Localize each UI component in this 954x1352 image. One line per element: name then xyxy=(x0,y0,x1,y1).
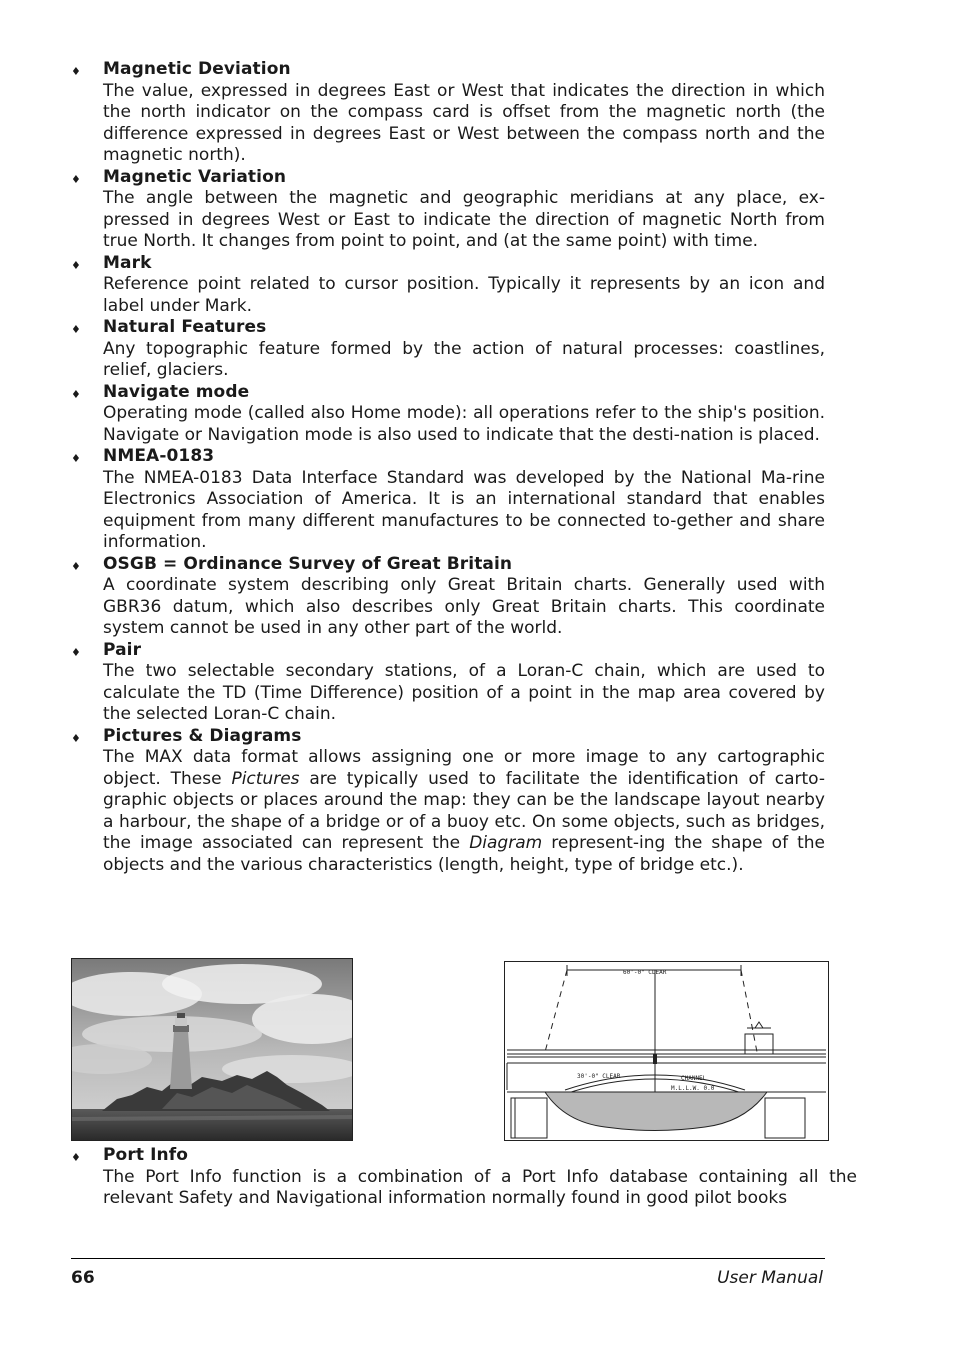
glossary-entry xyxy=(71,167,825,253)
entry-definition: A coordinate system describing only Great Britain charts. Generally used with GBR36 datum, which also describes only Great Britain charts. This coordinate system cannot be used in any other part of the world. xyxy=(103,575,825,638)
entry-term: Pictures & Diagrams xyxy=(103,725,302,746)
entry-term: Magnetic Deviation xyxy=(103,59,291,79)
entry-definition: Any topographic feature formed by the action of natural processes: coastlines, relief, glaciers. xyxy=(103,338,825,380)
entry-term: NMEA-0183 xyxy=(103,446,215,466)
glossary-list xyxy=(71,59,825,876)
emphasis-pictures: Pictures xyxy=(231,768,300,789)
glossary-entry xyxy=(71,382,825,447)
diamond-bullet-icon: ♦ xyxy=(71,258,81,272)
diamond-bullet-icon: ♦ xyxy=(71,387,81,401)
footer-title: User Manual xyxy=(717,1268,823,1288)
entry-term: Mark xyxy=(103,252,152,273)
entry-term: Pair xyxy=(103,639,142,660)
entry-term: Magnetic Variation xyxy=(103,166,287,187)
glossary-entry-pictures xyxy=(71,726,825,877)
page-number: 66 xyxy=(71,1268,95,1288)
entry-definition: The NMEA-0183 Data Interface Standard was developed by the National Ma-rine Electronics Association of America. It is an international standard that enables equipment from many different manufactures to be connected to-gether and share information. xyxy=(103,467,825,552)
entry-definition: The value, expressed in degrees East or West that indicates the direction in which the north indicator on the compass card is offset from the magnetic north (the difference expressed in degrees East or West between the compass north and the magnetic north). xyxy=(103,80,825,165)
diagram-label-clear-bottom: 30'-0" CLEAR xyxy=(577,1073,621,1080)
glossary-entry xyxy=(71,446,825,554)
footer-divider xyxy=(71,1258,825,1259)
diagram-label-mllw: M.L.L.W. 0.0 xyxy=(671,1085,715,1092)
diamond-bullet-icon: ♦ xyxy=(71,1151,81,1164)
glossary-entry-port-info xyxy=(71,1145,857,1210)
lighthouse-photo-graphic xyxy=(72,959,352,1140)
diamond-bullet-icon: ♦ xyxy=(71,65,81,78)
entry-term: Natural Features xyxy=(103,317,267,337)
entry-definition: The angle between the magnetic and geographic meridians at any place, ex-pressed in degrees West or East to indicate the direction of magnetic North from true North. It changes from point to point, and (at the same point) with time. xyxy=(103,188,825,251)
entry-term: OSGB = Ordinance Survey of Great Britain xyxy=(103,553,513,574)
entry-definition: Operating mode (called also Home mode): all operations refer to the ship's position. Navigate or Navigation mode is also used to indicate that the desti-nation is placed. xyxy=(103,403,825,445)
bridge-diagram-graphic xyxy=(505,962,828,1140)
definition-text: represent-ing the shape of the objects and the various characteristics (length, height, type of bridge etc.). xyxy=(103,833,826,875)
figures-row xyxy=(71,958,829,1141)
entry-term: Port Info xyxy=(103,1145,188,1165)
entry-definition: Reference point related to cursor position. Typically it represents by an icon and label under Mark. xyxy=(103,274,825,316)
diamond-bullet-icon: ♦ xyxy=(71,323,81,336)
entry-definition: The two selectable secondary stations, of a Loran-C chain, which are used to calculate the TD (Time Difference) position of a point in the map area covered by the selected Loran-C chain. xyxy=(103,661,825,724)
diagram-label-channel: CHANNEL xyxy=(681,1075,707,1082)
glossary-entry xyxy=(71,640,825,726)
definition-text: The MAX data format allows assigning one or more image to any cartographic object. These xyxy=(103,747,825,789)
definition-text: are typically used to facilitate the identification of carto-graphic objects or places around the map: they can be the landscape layout nearby a harbour, the shape of a bridge or of a buoy etc. On some objects, such as bridges, the image associated can represent the xyxy=(103,768,825,853)
glossary-entry xyxy=(71,253,825,318)
diagram-label-clear-top: 60'-0" CLEAR xyxy=(623,969,667,976)
diamond-bullet-icon: ♦ xyxy=(71,172,81,186)
diamond-bullet-icon: ♦ xyxy=(71,452,81,465)
entry-term: Navigate mode xyxy=(103,381,250,402)
entry-definition: The Port Info function is a combination of a Port Info database containing all the relevant Safety and Navigational information normally found in good pilot books xyxy=(103,1166,857,1208)
emphasis-diagram: Diagram xyxy=(469,833,543,853)
diamond-bullet-icon: ♦ xyxy=(71,559,81,573)
lighthouse-photo xyxy=(71,958,353,1141)
glossary-entry xyxy=(71,317,825,382)
bridge-diagram xyxy=(504,961,829,1141)
diamond-bullet-icon: ♦ xyxy=(71,645,81,659)
entry-definition xyxy=(103,747,825,876)
glossary-entry xyxy=(71,554,825,640)
diamond-bullet-icon: ♦ xyxy=(71,731,81,745)
glossary-entry xyxy=(71,59,825,167)
